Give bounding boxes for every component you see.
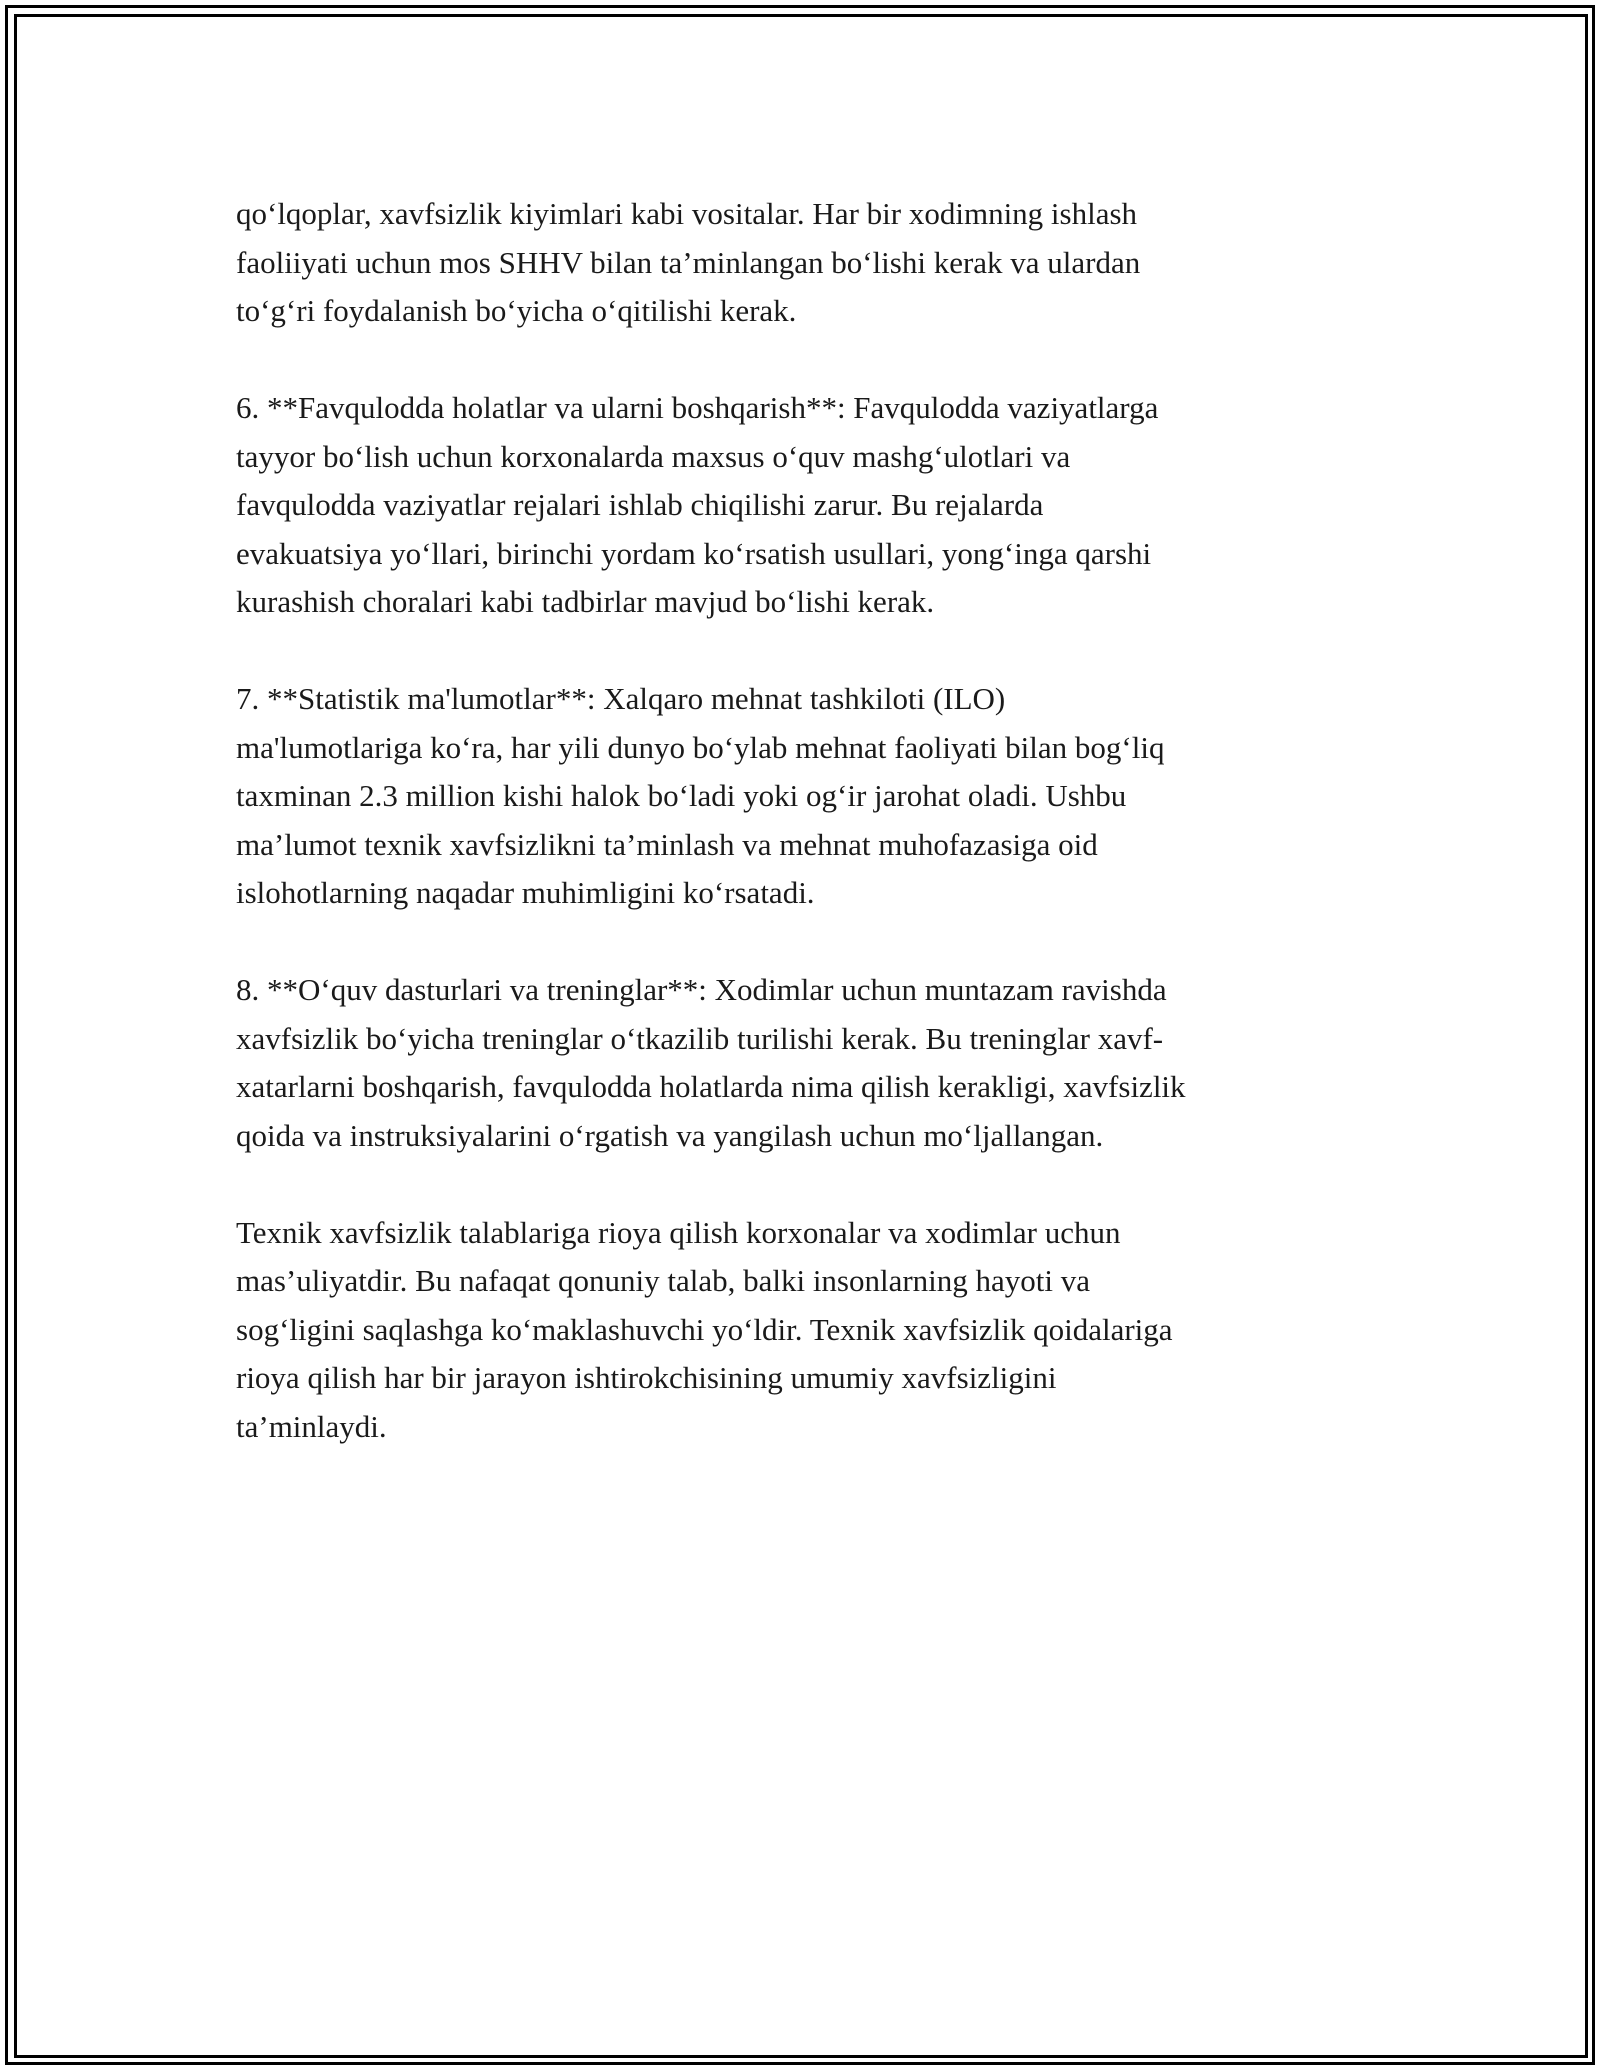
paragraph-training-programs: 8. **O‘quv dasturlari va treninglar**: Xodimlar uchun muntazam ravishda xavfsizlik bo‘yicha treninglar o‘tkazilib turilishi kerak. Bu treninglar xavf- xatarlarni boshqarish, favqulodda holatlarda nima qilish kerakligi, xavfsizlik qoida va instruksiyalarini o‘rgatish va yangilash uchun mo‘ljallangan.	[236, 972, 1186, 1153]
paragraph-statistics: 7. **Statistik ma'lumotlar**: Xalqaro mehnat tashkiloti (ILO) ma'lumotlariga ko‘ra, har yili dunyo bo‘ylab mehnat faoliyati bilan bog‘liq taxminan 2.3 million kishi halok bo‘ladi yoki og‘ir jarohat oladi. Ushbu ma’lumot texnik xavfsizlikni ta’minlash va mehnat muhofazasiga oid islohotlarning naqadar muhimligini ko‘rsatadi.	[236, 681, 1165, 910]
paragraph-conclusion: Texnik xavfsizlik talablariga rioya qilish korxonalar va xodimlar uchun mas’uliyatdir. Bu nafaqat qonuniy talab, balki insonlarning hayoti va sog‘ligini saqlashga ko‘maklashuvchi yo‘ldir. Texnik xavfsizlik qoidalariga rioya qilish har bir jarayon ishtirokchisining umumiy xavfsizligini ta’minlaydi.	[236, 1214, 1173, 1444]
paragraph-ppe-continuation: qo‘lqoplar, xavfsizlik kiyimlari kabi vositalar. Har bir xodimning ishlash faoliiyati uchun mos SHHV bilan ta’minlangan bo‘lishi kerak va ulardan to‘g‘ri foydalanish bo‘yicha o‘qitilishi kerak.	[236, 196, 1141, 328]
document-body	[236, 190, 1366, 1500]
paragraph-emergency-management: 6. **Favqulodda holatlar va ularni boshqarish**: Favqulodda vaziyatlarga tayyor bo‘lish uchun korxonalarda maxsus o‘quv mashg‘ulotlari va favqulodda vaziyatlar rejalari ishlab chiqilishi zarur. Bu rejalarda evakuatsiya yo‘llari, birinchi yordam ko‘rsatish usullari, yong‘inga qarshi kurashish choralari kabi tadbirlar mavjud bo‘lishi kerak.	[236, 390, 1159, 619]
